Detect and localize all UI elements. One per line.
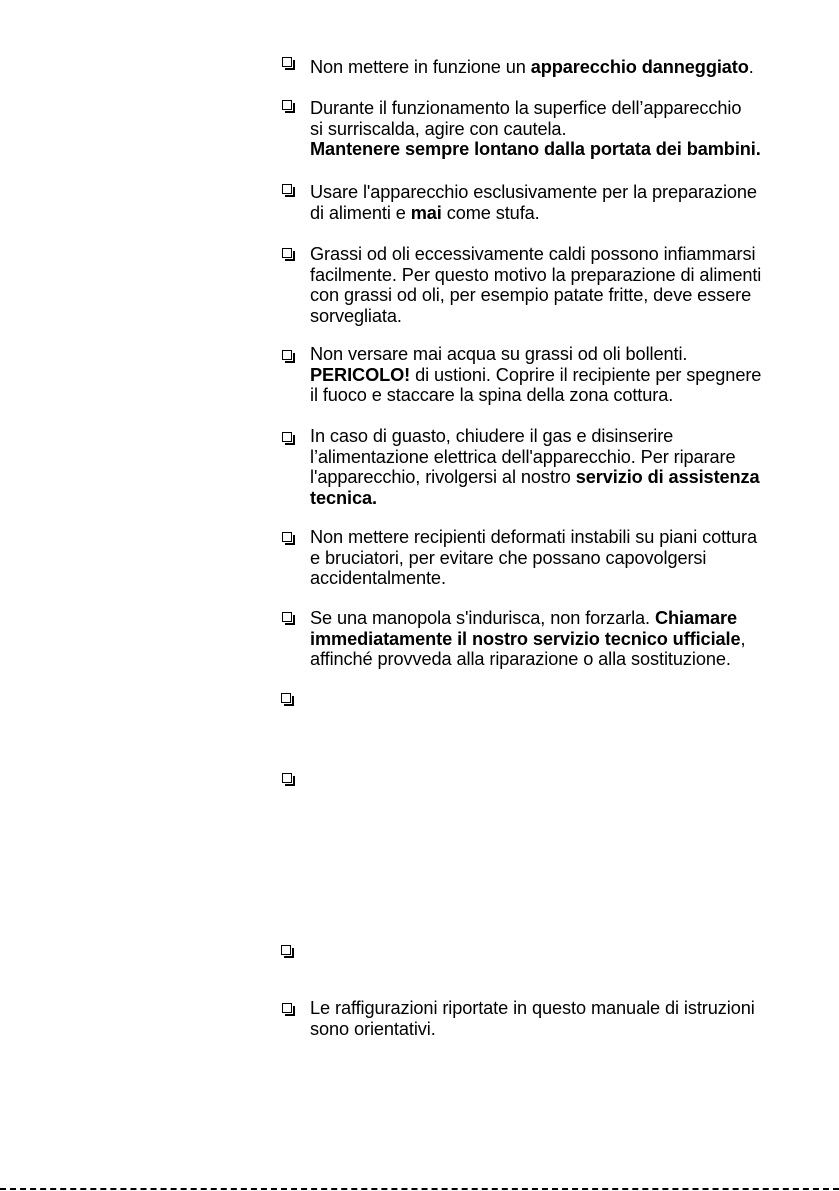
text-run: Se una manopola s'indurisca, non forzarla.: [310, 608, 655, 628]
bold-text: immediatamente il nostro servizio tecnico ufficiale: [310, 628, 741, 649]
instruction-line: [310, 998, 810, 1019]
instruction-item: [310, 998, 810, 1039]
text-run: e bruciatori, per evitare che possano capovolgersi: [310, 547, 707, 568]
bold-text: tecnica.: [310, 487, 377, 508]
instruction-line: [310, 629, 810, 650]
text-run: con grassi od oli, per esempio patate fritte, deve essere: [310, 285, 752, 306]
instruction-line: [310, 139, 810, 160]
text-run: Usare l'apparecchio esclusivamente per la preparazione: [310, 182, 757, 202]
text-run: ,: [740, 628, 746, 649]
bold-text: PERICOLO!: [310, 364, 411, 385]
instruction-line: [310, 447, 810, 468]
instruction-item: [310, 344, 810, 406]
text-run: Grassi od oli eccessivamente caldi possono infiammarsi: [310, 244, 756, 264]
instruction-line: [310, 568, 810, 589]
instruction-line: [310, 203, 810, 224]
instruction-line: [310, 98, 810, 119]
text-run: l’alimentazione elettrica dell'apparecchio. Per riparare: [310, 446, 736, 467]
text-run: Le raffigurazioni riportate in questo manuale di istruzioni: [310, 998, 755, 1018]
checkbox-bullet-icon: [282, 350, 292, 360]
checkbox-bullet-icon: [281, 945, 291, 955]
checkbox-bullet-icon: [282, 1003, 292, 1013]
text-run: Non mettere in funzione un: [310, 57, 531, 77]
instruction-line: [310, 608, 810, 629]
page-bottom-rule: [0, 1188, 839, 1190]
instruction-line: [310, 548, 810, 569]
text-run: accidentalmente.: [310, 568, 446, 589]
text-run: di alimenti e: [310, 202, 411, 223]
instruction-line: [310, 527, 810, 548]
instruction-item: [310, 57, 810, 78]
instruction-line: [310, 344, 810, 365]
text-run: .: [748, 57, 754, 77]
instruction-line: [310, 365, 810, 386]
checkbox-bullet-icon: [282, 248, 292, 258]
text-run: di ustioni. Coprire il recipiente per spegnere: [410, 364, 762, 385]
instruction-line: [310, 265, 810, 286]
instruction-item: [310, 426, 810, 508]
instruction-item: [310, 527, 810, 589]
text-run: come stufa.: [441, 202, 540, 223]
text-run: sono orientativi.: [310, 1018, 436, 1039]
checkbox-bullet-icon: [282, 612, 292, 622]
instruction-line: [310, 57, 810, 78]
instruction-line: [310, 649, 810, 670]
instruction-line: [310, 285, 810, 306]
text-run: affinché provveda alla riparazione o alla sostituzione.: [310, 649, 731, 670]
text-run: si surriscalda, agire con cautela.: [310, 118, 567, 139]
checkbox-bullet-icon: [282, 432, 292, 442]
checkbox-bullet-icon: [282, 57, 292, 67]
instruction-line: [310, 182, 810, 203]
text-run: facilmente. Per questo motivo la preparazione di alimenti: [310, 264, 762, 285]
instruction-line: [310, 306, 810, 327]
instruction-item: [310, 98, 810, 160]
bold-text: servizio di assistenza: [575, 467, 760, 488]
text-run: sorvegliata.: [310, 305, 402, 326]
text-run: In caso di guasto, chiudere il gas e disinserire: [310, 426, 674, 446]
text-run: Non mettere recipienti deformati instabili su piani cottura: [310, 527, 757, 547]
instruction-line: [310, 467, 810, 488]
checkbox-bullet-icon: [282, 184, 292, 194]
text-run: il fuoco e staccare la spina della zona cottura.: [310, 385, 674, 406]
instruction-line: [310, 1019, 810, 1040]
checkbox-bullet-icon: [282, 773, 292, 783]
instruction-line: [310, 385, 810, 406]
bold-text: Mantenere sempre lontano dalla portata dei bambini.: [310, 139, 761, 160]
bold-text: Chiamare: [654, 608, 738, 628]
instruction-line: [310, 119, 810, 140]
checkbox-bullet-icon: [281, 693, 291, 703]
checkbox-bullet-icon: [282, 532, 292, 542]
instruction-item: [310, 244, 810, 326]
checkbox-bullet-icon: [282, 100, 292, 110]
bold-text: mai: [410, 202, 442, 223]
instruction-line: [310, 488, 810, 509]
bold-text: apparecchio danneggiato: [530, 57, 749, 77]
text-run: Durante il funzionamento la superfice dell’apparecchio: [310, 98, 742, 118]
instruction-item: [310, 182, 810, 223]
instruction-line: [310, 426, 810, 447]
instruction-item: [310, 608, 810, 670]
text-run: Non versare mai acqua su grassi od oli bollenti.: [310, 344, 688, 364]
text-run: l'apparecchio, rivolgersi al nostro: [310, 467, 576, 488]
instruction-line: [310, 244, 810, 265]
